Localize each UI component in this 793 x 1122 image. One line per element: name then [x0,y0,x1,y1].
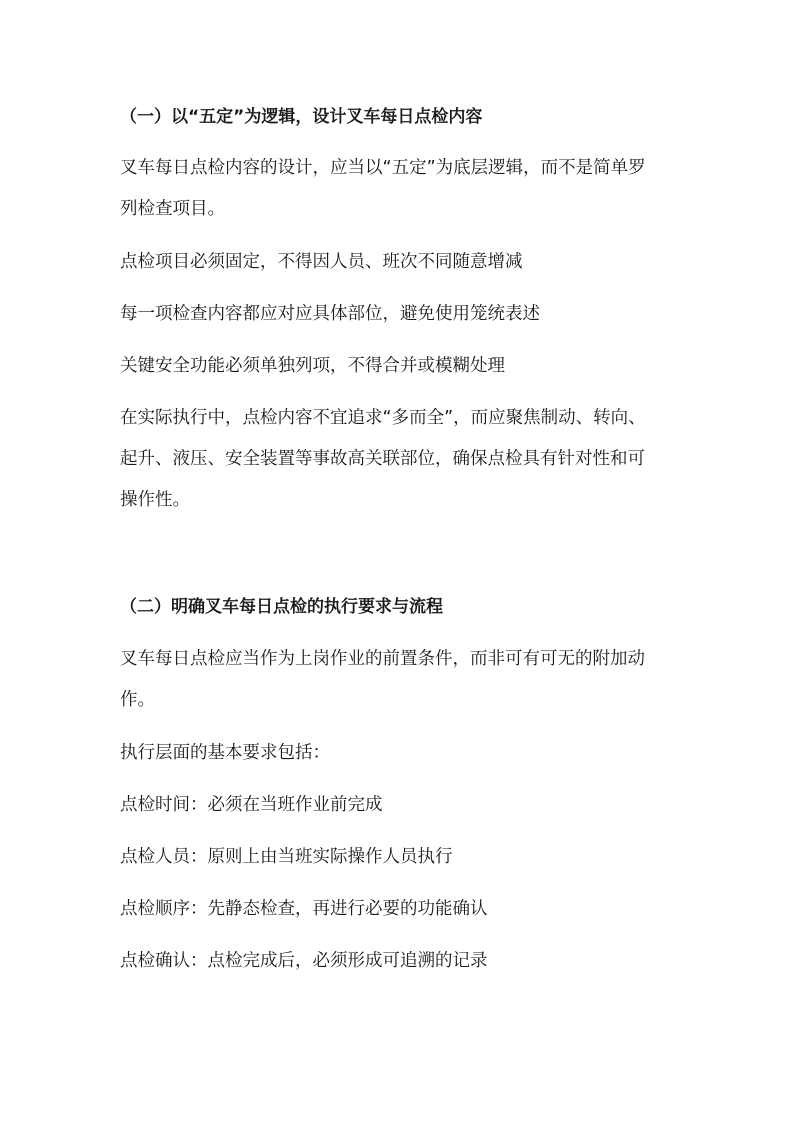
section-2-heading: （二）明确叉车每日点检的执行要求与流程 [120,597,443,617]
section-1-paragraph-1-line-1: 叉车每日点检内容的设计，应当以“五定”为底层逻辑，而不是简单罗 [120,158,646,178]
section-1-heading: （一）以“五定”为逻辑，设计叉车每日点检内容 [120,107,483,127]
section-2-requirement-3: 点检顺序：先静态检查，再进行必要的功能确认 [120,899,488,919]
section-2-paragraph-1-line-1: 叉车每日点检应当作为上岗作业的前置条件，而非可有可无的附加动 [120,649,645,669]
section-2-intro: 执行层面的基本要求包括： [120,743,330,763]
section-2-requirement-1: 点检时间：必须在当班作业前完成 [120,795,383,815]
section-1-paragraph-2-line-3: 操作性。 [120,490,190,510]
section-1-item-3: 关键安全功能必须单独列项，不得合并或模糊处理 [120,356,505,376]
section-2-requirement-4: 点检确认：点检完成后，必须形成可追溯的记录 [120,951,488,971]
section-1-item-1: 点检项目必须固定，不得因人员、班次不同随意增减 [120,252,523,272]
section-2-requirement-2: 点检人员：原则上由当班实际操作人员执行 [120,847,453,867]
section-1-item-2: 每一项检查内容都应对应具体部位，避免使用笼统表述 [120,304,540,324]
section-2-paragraph-1-line-2: 作。 [120,690,155,710]
section-1-paragraph-2-line-1: 在实际执行中，点检内容不宜追求“多而全”，而应聚焦制动、转向、 [120,408,646,428]
section-1-paragraph-1-line-2: 列检查项目。 [120,199,225,219]
section-1-paragraph-2-line-2: 起升、液压、安全装置等事故高关联部位，确保点检具有针对性和可 [120,449,645,469]
